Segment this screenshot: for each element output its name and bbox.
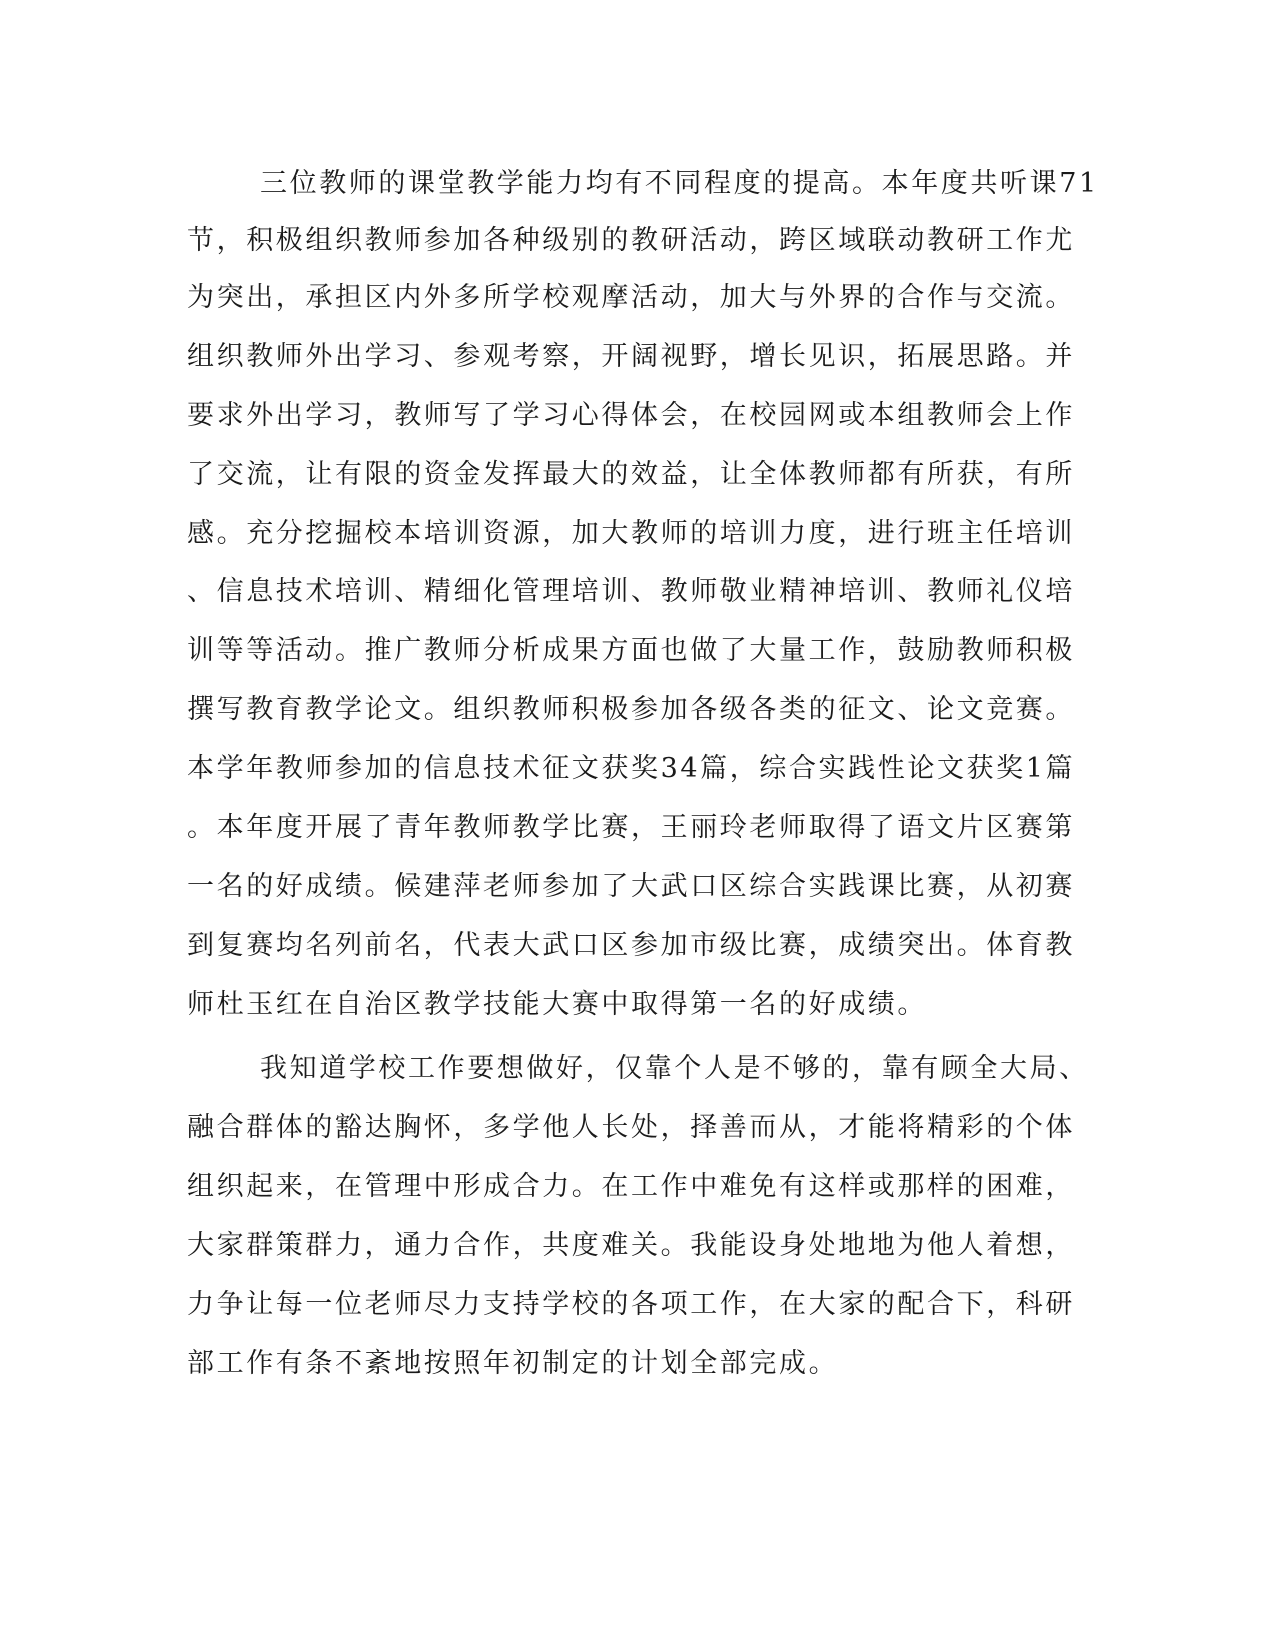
paragraph-2-line-3: 组织起来，在管理中形成合力。在工作中难免有这样或那样的困难， [187, 1171, 1075, 1202]
paragraph-1-line-4: 组织教师外出学习、参观考察，开阔视野，增长见识，拓展思路。并 [187, 341, 1075, 372]
paragraph-1-line-9: 训等等活动。推广教师分析成果方面也做了大量工作，鼓励教师积极 [187, 635, 1075, 666]
paragraph-1-line-7: 感。充分挖掘校本培训资源，加大教师的培训力度，进行班主任培训 [187, 518, 1075, 549]
paragraph-1-line-5: 要求外出学习，教师写了学习心得体会，在校园网或本组教师会上作 [187, 400, 1075, 431]
paragraph-1-line-15: 师杜玉红在自治区教学技能大赛中取得第一名的好成绩。 [187, 989, 927, 1020]
paragraph-1-line-1: 三位教师的课堂教学能力均有不同程度的提高。本年度共听课71 [260, 168, 1099, 199]
paragraph-1-line-10: 撰写教育教学论文。组织教师积极参加各级各类的征文、论文竞赛。 [187, 694, 1075, 725]
paragraph-1-line-11: 本学年教师参加的信息技术征文获奖34篇，综合实践性论文获奖1篇 [187, 753, 1076, 784]
paragraph-1-line-8: 、信息技术培训、精细化管理培训、教师敬业精神培训、教师礼仪培 [187, 576, 1075, 607]
paragraph-1-line-2: 节，积极组织教师参加各种级别的教研活动，跨区域联动教研工作尤 [187, 225, 1075, 256]
paragraph-2-line-6: 部工作有条不紊地按照年初制定的计划全部完成。 [187, 1348, 839, 1379]
paragraph-1-line-14: 到复赛均名列前名，代表大武口区参加市级比赛，成绩突出。体育教 [187, 930, 1075, 961]
paragraph-1-line-3: 为突出，承担区内外多所学校观摩活动，加大与外界的合作与交流。 [187, 282, 1075, 313]
paragraph-1-line-13: 一名的好成绩。候建萍老师参加了大武口区综合实践课比赛，从初赛 [187, 871, 1075, 902]
paragraph-2-line-2: 融合群体的豁达胸怀，多学他人长处，择善而从，才能将精彩的个体 [187, 1112, 1075, 1143]
paragraph-2-line-1: 我知道学校工作要想做好，仅靠个人是不够的，靠有顾全大局、 [260, 1053, 1089, 1084]
paragraph-2-line-4: 大家群策群力，通力合作，共度难关。我能设身处地地为他人着想， [187, 1230, 1075, 1261]
paragraph-1-line-12: 。本年度开展了青年教师教学比赛，王丽玲老师取得了语文片区赛第 [187, 812, 1075, 843]
paragraph-1-line-6: 了交流，让有限的资金发挥最大的效益，让全体教师都有所获，有所 [187, 459, 1075, 490]
paragraph-2-line-5: 力争让每一位老师尽力支持学校的各项工作，在大家的配合下，科研 [187, 1289, 1075, 1320]
